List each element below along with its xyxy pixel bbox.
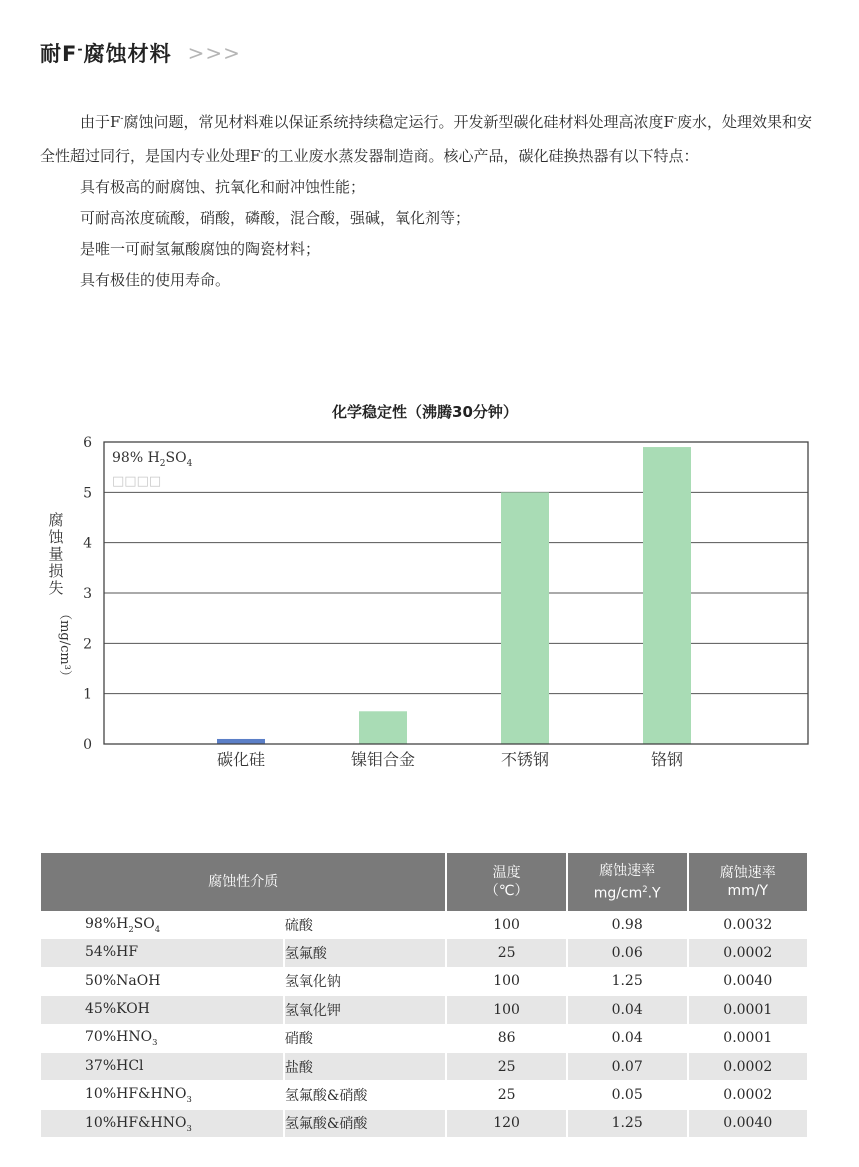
x-category-label: 不锈钢 [500, 750, 550, 769]
y-label-unit: （mg/cm³） [57, 607, 72, 683]
col-header-rate-mg: 腐蚀速率 $mg/cm^2.Y$ [567, 853, 688, 911]
cell-rate-mm: 0.0040 [688, 1109, 807, 1137]
cell-temperature: 120 [446, 1109, 566, 1137]
cell-rate-mg: 1.25 [567, 967, 688, 995]
table-row [41, 1052, 807, 1080]
y-tick-label: 4 [83, 535, 92, 552]
cell-temperature: 100 [446, 996, 566, 1024]
table-row [41, 967, 807, 995]
cell-rate-mm: 0.0040 [688, 967, 807, 995]
bars [217, 447, 691, 744]
intro-paragraph: 由于F-腐蚀问题，常见材料难以保证系统持续稳定运行。开发新型碳化硅材料处理高浓度F-废水，处理效果和安全性超过同行，是国内专业处理F-的工业废水蒸发器制造商。核心产品，碳化硅换热器有以下特点： [40, 113, 812, 165]
cell-chemical-name: 氢氧化钾 [284, 996, 447, 1024]
feature-item: 是唯一可耐氢氟酸腐蚀的陶瓷材料； [80, 240, 321, 258]
cell-rate-mg: 0.06 [567, 939, 688, 967]
table-row [41, 1109, 807, 1137]
col-header-rate-mm: 腐蚀速率 mm/Y [688, 853, 807, 911]
chart-title: 化学稳定性（沸腾30分钟） [332, 403, 518, 421]
cell-chemical-name: 氢氟酸&硝酸 [284, 1081, 447, 1109]
cell-rate-mm: 0.0001 [688, 1024, 807, 1052]
cell-formula: $70\%HNO_3$ [41, 1024, 284, 1052]
cell-rate-mg: 0.07 [567, 1052, 688, 1080]
intro-text [40, 104, 812, 296]
y-tick-label: 1 [83, 686, 92, 703]
y-tick-label: 3 [83, 586, 92, 602]
cell-chemical-name: 氢氟酸&硝酸 [284, 1109, 447, 1137]
cell-rate-mg: 0.05 [567, 1081, 688, 1109]
cell-rate-mm: 0.0032 [688, 911, 807, 939]
y-axis-ticks [83, 435, 92, 753]
cell-temperature: 25 [446, 1052, 566, 1080]
table-row [41, 1081, 807, 1109]
y-axis-label [48, 511, 72, 683]
section-heading [40, 38, 241, 68]
chart-annotation-placeholder: □□□□ [112, 474, 162, 489]
x-category-label: 碳化硅 [216, 750, 266, 769]
table-row [41, 939, 807, 967]
x-axis-labels [217, 750, 683, 769]
y-tick-label: 0 [83, 737, 92, 753]
y-label-char: 蚀 [48, 528, 64, 546]
col-header-temp: 温度 （℃） [446, 853, 566, 911]
cell-formula: 54%HF [41, 939, 284, 967]
cell-rate-mm: 0.0002 [688, 1052, 807, 1080]
cell-chemical-name: 盐酸 [284, 1052, 447, 1080]
cell-rate-mg: 0.98 [567, 911, 688, 939]
cell-rate-mm: 0.0001 [688, 996, 807, 1024]
cell-formula: 50%NaOH [41, 967, 284, 995]
section-title: 耐F-腐蚀材料 [40, 41, 172, 66]
cell-rate-mm: 0.0002 [688, 939, 807, 967]
cell-formula: $10\%HF\&HNO_3$ [41, 1109, 284, 1137]
y-label-char: 腐 [48, 511, 64, 529]
cell-rate-mg: 0.04 [567, 1024, 688, 1052]
cell-rate-mg: 1.25 [567, 1109, 688, 1137]
cell-temperature: 25 [446, 1081, 566, 1109]
y-label-char: 损 [48, 562, 64, 580]
feature-item: 可耐高浓度硫酸，硝酸，磷酸，混合酸，强碱，氧化剂等； [80, 209, 471, 227]
chart-annotation: 98% $H_2SO_4$ [112, 450, 193, 469]
y-label-char: 量 [48, 545, 64, 563]
corrosion-bar-chart [0, 390, 859, 790]
feature-item: 具有极高的耐腐蚀、抗氧化和耐冲蚀性能； [80, 178, 366, 196]
bar [359, 711, 407, 744]
cell-formula: $98\%H_2SO_4$ [41, 911, 284, 939]
cell-formula: 37%HCl [41, 1052, 284, 1080]
cell-chemical-name: 硫酸 [284, 911, 447, 939]
cell-rate-mm: 0.0002 [688, 1081, 807, 1109]
cell-temperature: 100 [446, 967, 566, 995]
feature-item: 具有极佳的使用寿命。 [80, 271, 231, 289]
cell-temperature: 25 [446, 939, 566, 967]
table-row [41, 996, 807, 1024]
cell-temperature: 100 [446, 911, 566, 939]
cell-formula: $10\%HF\&HNO_3$ [41, 1081, 284, 1109]
table-row [41, 911, 807, 939]
col-header-medium: 腐蚀性介质 [41, 853, 446, 911]
cell-chemical-name: 硝酸 [284, 1024, 447, 1052]
y-tick-label: 2 [83, 636, 92, 653]
x-category-label: 镍钼合金 [350, 750, 416, 769]
y-tick-label: 6 [83, 435, 92, 451]
cell-rate-mg: 0.04 [567, 996, 688, 1024]
bar [501, 492, 549, 744]
cell-temperature: 86 [446, 1024, 566, 1052]
corrosion-data-table [41, 853, 807, 1138]
table-row [41, 1024, 807, 1052]
feature-list [40, 172, 812, 296]
cell-chemical-name: 氢氧化钠 [284, 967, 447, 995]
chevrons-decoration: >>> [187, 41, 241, 65]
gridlines [104, 442, 808, 744]
cell-chemical-name: 氢氟酸 [284, 939, 447, 967]
y-label-char: 失 [48, 579, 64, 597]
cell-formula: 45%KOH [41, 996, 284, 1024]
table-header-row [41, 853, 807, 911]
y-tick-label: 5 [83, 485, 92, 502]
bar [217, 739, 265, 744]
bar [643, 447, 691, 744]
x-category-label: 铬钢 [650, 750, 684, 769]
